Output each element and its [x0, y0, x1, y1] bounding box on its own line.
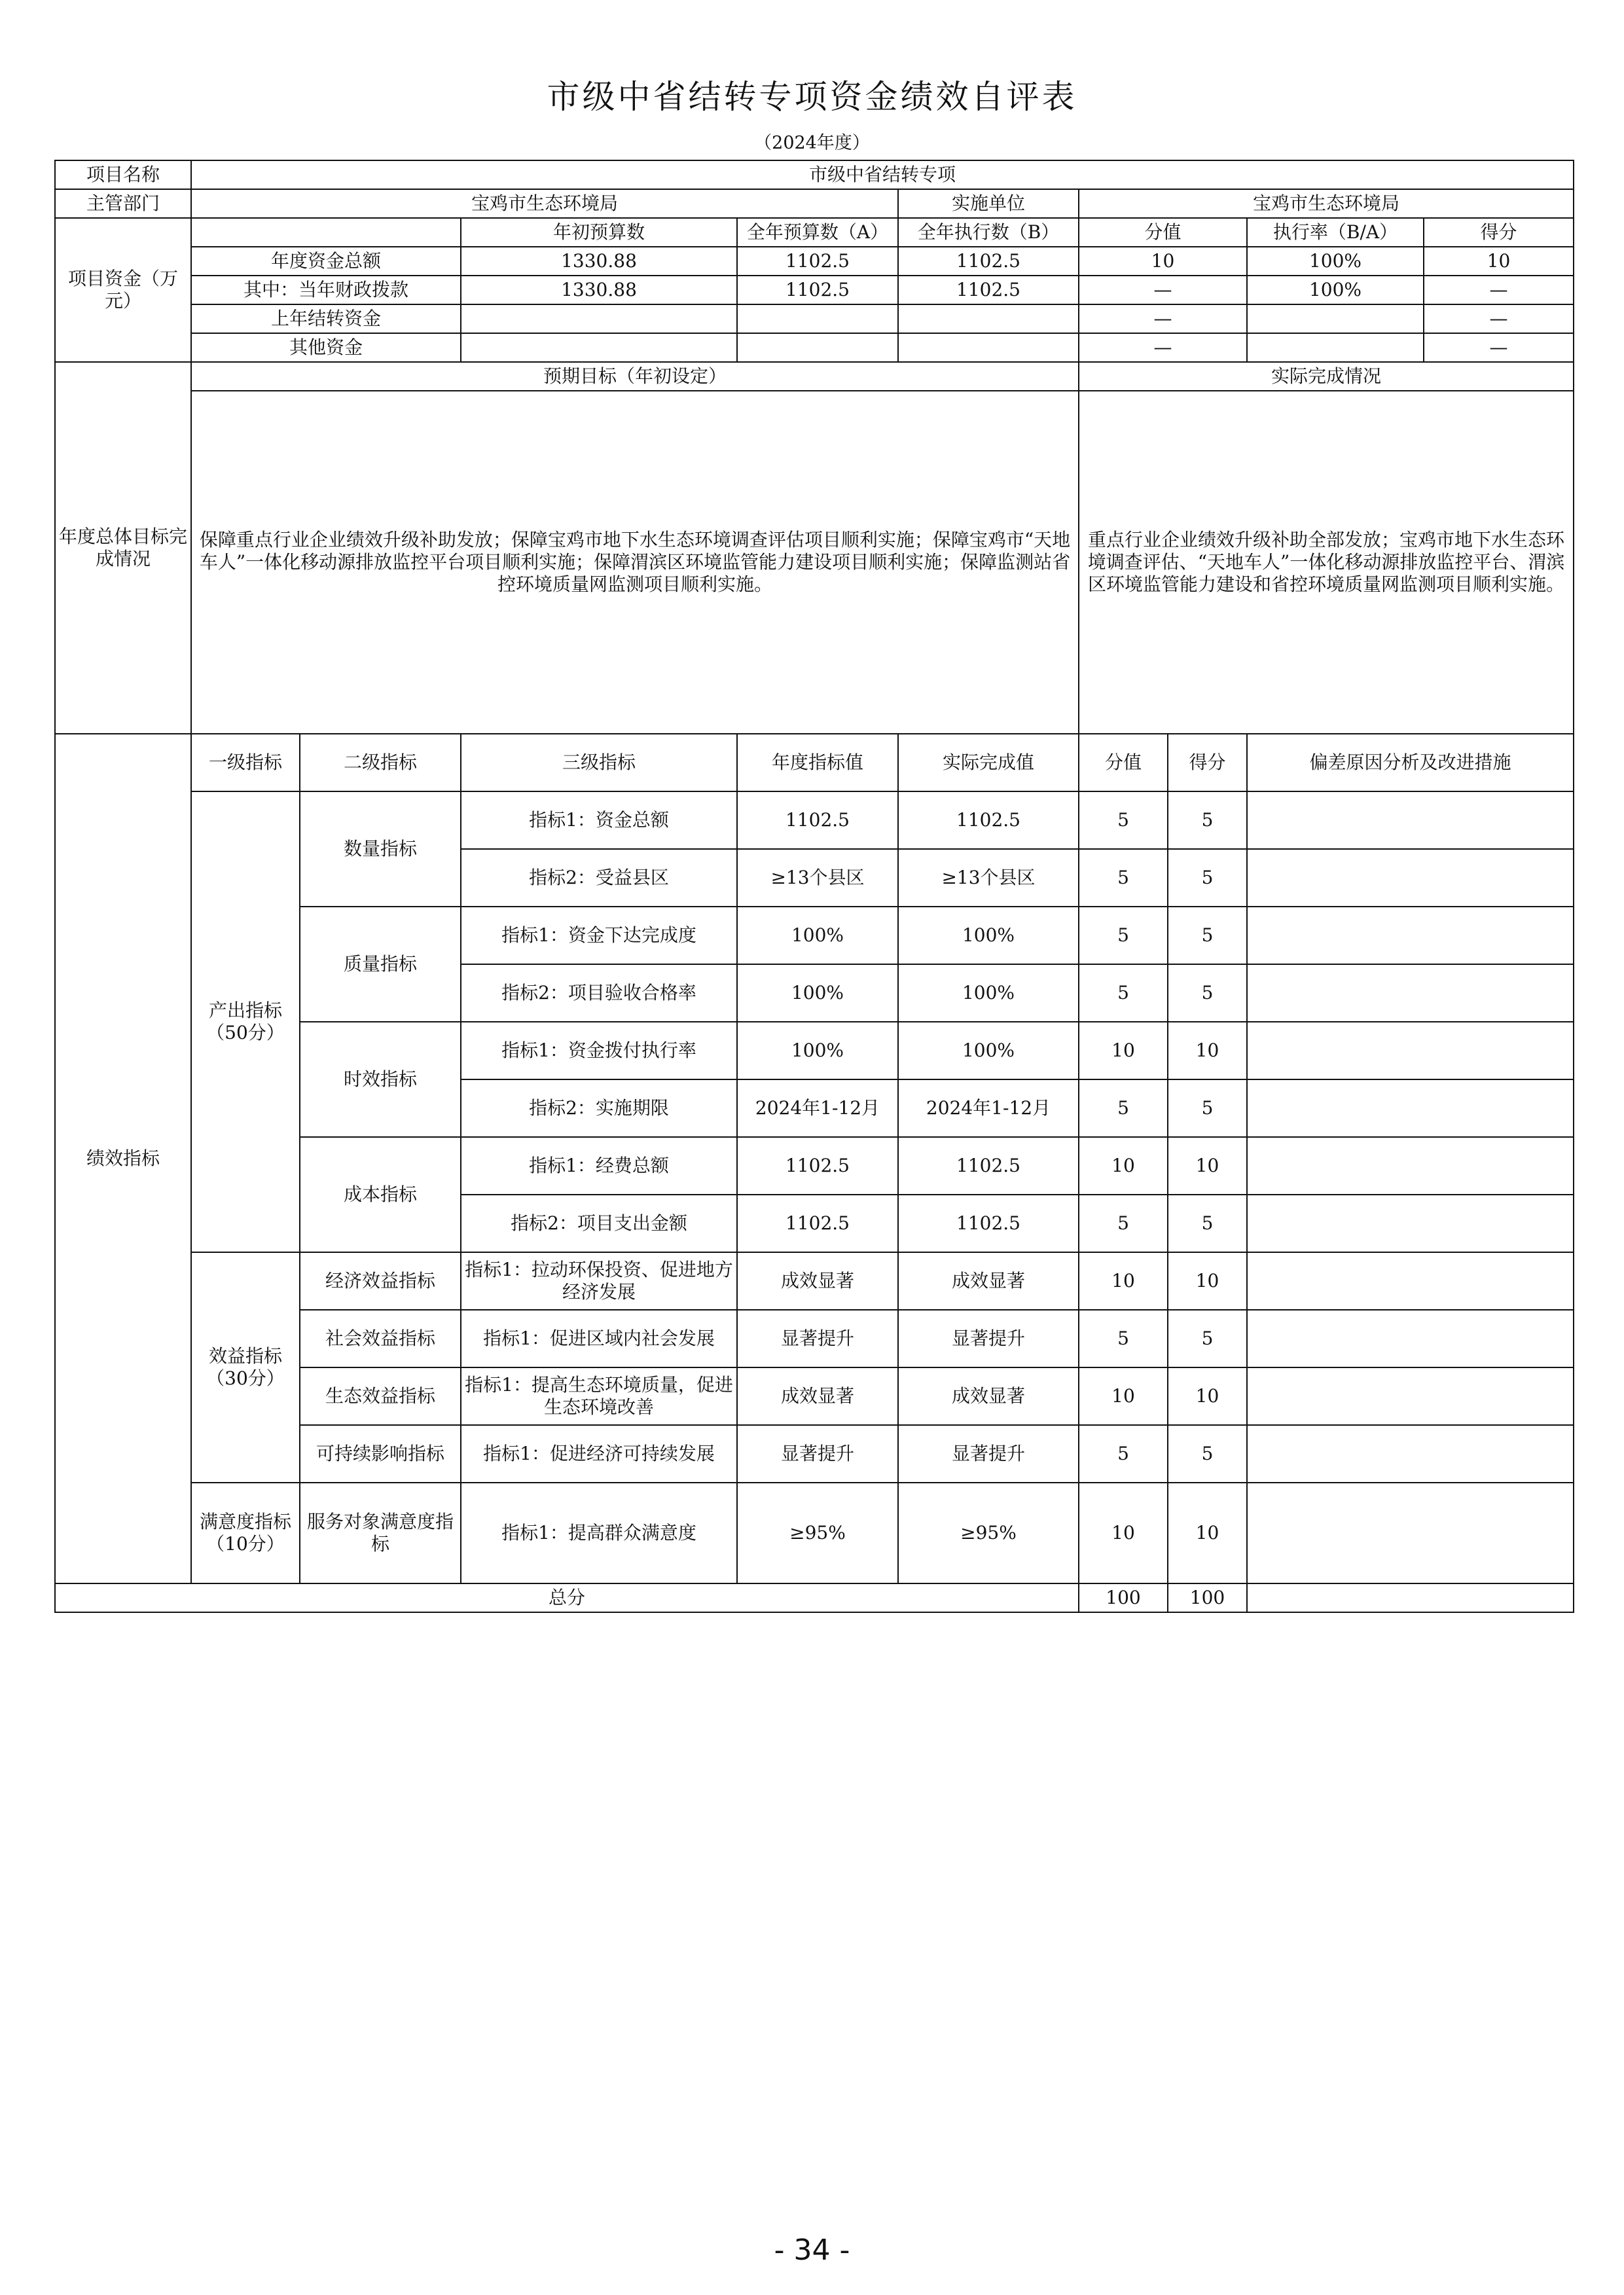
indicator-name: 指标1：资金拨付执行率 — [461, 1022, 737, 1079]
indicator-value: 5 — [1079, 907, 1168, 964]
benefit-group-label: 社会效益指标 — [300, 1310, 461, 1367]
indicator-name: 指标1：提高群众满意度 — [461, 1483, 737, 1583]
indicator-actual: 1102.5 — [898, 791, 1079, 849]
indicator-target: 1102.5 — [737, 791, 898, 849]
indicator-actual: 100% — [898, 1022, 1079, 1079]
indicator-value: 5 — [1079, 1310, 1168, 1367]
indicator-target: 显著提升 — [737, 1425, 898, 1483]
funds-cell: 1330.88 — [461, 276, 737, 304]
indicator-value: 10 — [1079, 1367, 1168, 1425]
report-year: （2024年度） — [754, 133, 870, 153]
indicator-analysis — [1247, 1367, 1574, 1425]
benefit-group-label: 可持续影响指标 — [300, 1425, 461, 1483]
evaluation-table — [54, 160, 1574, 1613]
indicator-score: 5 — [1168, 964, 1247, 1022]
indicator-actual: 2024年1-12月 — [898, 1079, 1079, 1137]
indicator-analysis — [1247, 1137, 1574, 1195]
output-group-label: 质量指标 — [300, 907, 461, 1022]
funds-cell: — — [1424, 333, 1574, 362]
indicator-value: 5 — [1079, 1195, 1168, 1252]
indicator-name: 指标1：促进经济可持续发展 — [461, 1425, 737, 1483]
funds-header-blank — [191, 218, 461, 247]
funds-cell: 1330.88 — [461, 247, 737, 276]
indicator-analysis — [1247, 1252, 1574, 1310]
total-score: 100 — [1168, 1583, 1247, 1612]
funds-cell: 10 — [1079, 247, 1247, 276]
indicator-row — [55, 1483, 1574, 1583]
impl-unit-value: 宝鸡市生态环境局 — [1079, 189, 1574, 218]
indicator-name: 指标2：项目支出金额 — [461, 1195, 737, 1252]
indicator-actual: 成效显著 — [898, 1367, 1079, 1425]
indicator-analysis — [1247, 1022, 1574, 1079]
indicator-name: 指标1：拉动环保投资、促进地方经济发展 — [461, 1252, 737, 1310]
indicator-score: 5 — [1168, 849, 1247, 907]
indicator-score: 5 — [1168, 1425, 1247, 1483]
perf-header-level3: 三级指标 — [461, 734, 737, 791]
funds-row-label: 其中：当年财政拨款 — [191, 276, 461, 304]
funds-cell — [1247, 333, 1424, 362]
funds-header-initial: 年初预算数 — [461, 218, 737, 247]
indicator-actual: 显著提升 — [898, 1425, 1079, 1483]
indicator-target: 成效显著 — [737, 1367, 898, 1425]
indicator-score: 5 — [1168, 1195, 1247, 1252]
indicator-analysis — [1247, 849, 1574, 907]
indicator-actual: 显著提升 — [898, 1310, 1079, 1367]
indicator-actual: 1102.5 — [898, 1195, 1079, 1252]
funds-cell: 100% — [1247, 276, 1424, 304]
indicator-analysis — [1247, 1079, 1574, 1137]
indicator-score: 5 — [1168, 791, 1247, 849]
indicator-score: 5 — [1168, 907, 1247, 964]
indicator-analysis — [1247, 907, 1574, 964]
indicator-value: 5 — [1079, 791, 1168, 849]
funds-cell: 10 — [1424, 247, 1574, 276]
funds-row-label: 其他资金 — [191, 333, 461, 362]
expected-goal-text: 保障重点行业企业绩效升级补助发放；保障宝鸡市地下水生态环境调查评估项目顺利实施；保障宝鸡市“天地车人”一体化移动源排放监控平台项目顺利实施；保障渭滨区环境监管能力建设项目顺利实施；保障监测站省控环境质量网监测项目顺利实施。 — [191, 391, 1079, 734]
indicator-score: 10 — [1168, 1483, 1247, 1583]
funds-row — [55, 304, 1574, 333]
project-name-row — [55, 160, 1574, 189]
indicator-value: 10 — [1079, 1483, 1168, 1583]
output-label: 产出指标（50分） — [191, 791, 300, 1252]
funds-cell — [898, 304, 1079, 333]
perf-header-target: 年度指标值 — [737, 734, 898, 791]
indicator-analysis — [1247, 964, 1574, 1022]
indicator-name: 指标1：经费总额 — [461, 1137, 737, 1195]
project-name-label: 项目名称 — [55, 160, 191, 189]
indicator-analysis — [1247, 1425, 1574, 1483]
indicator-actual: 1102.5 — [898, 1137, 1079, 1195]
impl-unit-label: 实施单位 — [898, 189, 1079, 218]
funds-cell — [1247, 304, 1424, 333]
indicator-value: 10 — [1079, 1252, 1168, 1310]
perf-header-score-value: 分值 — [1079, 734, 1168, 791]
indicator-analysis — [1247, 1195, 1574, 1252]
funds-row-label: 上年结转资金 — [191, 304, 461, 333]
indicator-target: 显著提升 — [737, 1310, 898, 1367]
total-row — [55, 1583, 1574, 1612]
total-analysis — [1247, 1583, 1574, 1612]
indicator-target: ≥95% — [737, 1483, 898, 1583]
indicator-name: 指标2：受益县区 — [461, 849, 737, 907]
indicator-name: 指标1：资金下达完成度 — [461, 907, 737, 964]
actual-completion-header: 实际完成情况 — [1079, 362, 1574, 391]
indicator-name: 指标2：实施期限 — [461, 1079, 737, 1137]
indicator-score: 10 — [1168, 1252, 1247, 1310]
funds-cell: 1102.5 — [737, 247, 898, 276]
funds-cell: 1102.5 — [898, 247, 1079, 276]
indicator-row — [55, 1252, 1574, 1310]
funds-header-executed: 全年执行数（B） — [898, 218, 1079, 247]
expected-goal-header: 预期目标（年初设定） — [191, 362, 1079, 391]
perf-header-analysis: 偏差原因分析及改进措施 — [1247, 734, 1574, 791]
page-number: - 34 - — [774, 2233, 850, 2267]
project-name-value: 市级中省结转专项 — [191, 160, 1574, 189]
indicator-actual: 成效显著 — [898, 1252, 1079, 1310]
department-row — [55, 189, 1574, 218]
indicator-actual: 100% — [898, 964, 1079, 1022]
perf-header-score: 得分 — [1168, 734, 1247, 791]
actual-completion-text: 重点行业企业绩效升级补助全部发放；宝鸡市地下水生态环境调查评估、“天地车人”一体化移动源排放监控平台、渭滨区环境监管能力建设和省控环境质量网监测项目顺利实施。 — [1079, 391, 1574, 734]
indicator-value: 5 — [1079, 1425, 1168, 1483]
goals-header-row — [55, 362, 1574, 391]
page-title: 市级中省结转专项资金绩效自评表 — [547, 78, 1077, 116]
indicator-score: 10 — [1168, 1367, 1247, 1425]
perf-header-level2: 二级指标 — [300, 734, 461, 791]
output-group-label: 时效指标 — [300, 1022, 461, 1137]
funds-header-score: 得分 — [1424, 218, 1574, 247]
indicator-target: 1102.5 — [737, 1195, 898, 1252]
indicator-target: 100% — [737, 964, 898, 1022]
indicator-target: 2024年1-12月 — [737, 1079, 898, 1137]
funds-header-row — [55, 218, 1574, 247]
perf-header-level1: 一级指标 — [191, 734, 300, 791]
indicator-target: 100% — [737, 1022, 898, 1079]
indicator-name: 指标1：资金总额 — [461, 791, 737, 849]
funds-cell — [898, 333, 1079, 362]
indicator-score: 10 — [1168, 1022, 1247, 1079]
funds-row — [55, 247, 1574, 276]
goals-text-row — [55, 391, 1574, 734]
funds-row — [55, 333, 1574, 362]
funds-cell: 1102.5 — [898, 276, 1079, 304]
funds-cell — [737, 304, 898, 333]
funds-cell: — — [1424, 304, 1574, 333]
indicator-actual: 100% — [898, 907, 1079, 964]
perf-header-row — [55, 734, 1574, 791]
dept-label: 主管部门 — [55, 189, 191, 218]
total-label: 总分 — [55, 1583, 1079, 1612]
indicator-name: 指标1：促进区域内社会发展 — [461, 1310, 737, 1367]
indicator-analysis — [1247, 1310, 1574, 1367]
funds-header-annual: 全年预算数（A） — [737, 218, 898, 247]
funds-cell — [737, 333, 898, 362]
funds-row — [55, 276, 1574, 304]
funds-header-value: 分值 — [1079, 218, 1247, 247]
dept-value: 宝鸡市生态环境局 — [191, 189, 898, 218]
indicator-target: 成效显著 — [737, 1252, 898, 1310]
funds-header-rate: 执行率（B/A） — [1247, 218, 1424, 247]
funds-label: 项目资金（万元） — [55, 218, 191, 362]
indicator-analysis — [1247, 1483, 1574, 1583]
funds-cell: — — [1424, 276, 1574, 304]
indicator-actual: ≥95% — [898, 1483, 1079, 1583]
indicator-target: ≥13个县区 — [737, 849, 898, 907]
funds-cell: — — [1079, 276, 1247, 304]
indicator-score: 5 — [1168, 1079, 1247, 1137]
indicator-analysis — [1247, 791, 1574, 849]
output-group-label: 数量指标 — [300, 791, 461, 907]
indicator-value: 5 — [1079, 964, 1168, 1022]
indicator-value: 10 — [1079, 1137, 1168, 1195]
satisfaction-group-label: 服务对象满意度指标 — [300, 1483, 461, 1583]
funds-row-label: 年度资金总额 — [191, 247, 461, 276]
indicator-name: 指标1：提高生态环境质量，促进生态环境改善 — [461, 1367, 737, 1425]
indicator-actual: ≥13个县区 — [898, 849, 1079, 907]
funds-cell: 1102.5 — [737, 276, 898, 304]
funds-cell — [461, 304, 737, 333]
funds-cell — [461, 333, 737, 362]
indicator-value: 5 — [1079, 1079, 1168, 1137]
indicator-score: 5 — [1168, 1310, 1247, 1367]
output-group-label: 成本指标 — [300, 1137, 461, 1252]
total-value: 100 — [1079, 1583, 1168, 1612]
benefit-group-label: 经济效益指标 — [300, 1252, 461, 1310]
satisfaction-label: 满意度指标（10分） — [191, 1483, 300, 1583]
perf-header-actual: 实际完成值 — [898, 734, 1079, 791]
indicator-value: 10 — [1079, 1022, 1168, 1079]
funds-cell: 100% — [1247, 247, 1424, 276]
indicator-target: 100% — [737, 907, 898, 964]
indicator-value: 5 — [1079, 849, 1168, 907]
benefit-group-label: 生态效益指标 — [300, 1367, 461, 1425]
funds-cell: — — [1079, 304, 1247, 333]
indicator-score: 10 — [1168, 1137, 1247, 1195]
perf-label: 绩效指标 — [55, 734, 191, 1583]
indicator-row — [55, 791, 1574, 849]
indicator-name: 指标2：项目验收合格率 — [461, 964, 737, 1022]
benefit-label: 效益指标（30分） — [191, 1252, 300, 1483]
funds-cell: — — [1079, 333, 1247, 362]
indicator-target: 1102.5 — [737, 1137, 898, 1195]
goals-label: 年度总体目标完成情况 — [55, 362, 191, 734]
